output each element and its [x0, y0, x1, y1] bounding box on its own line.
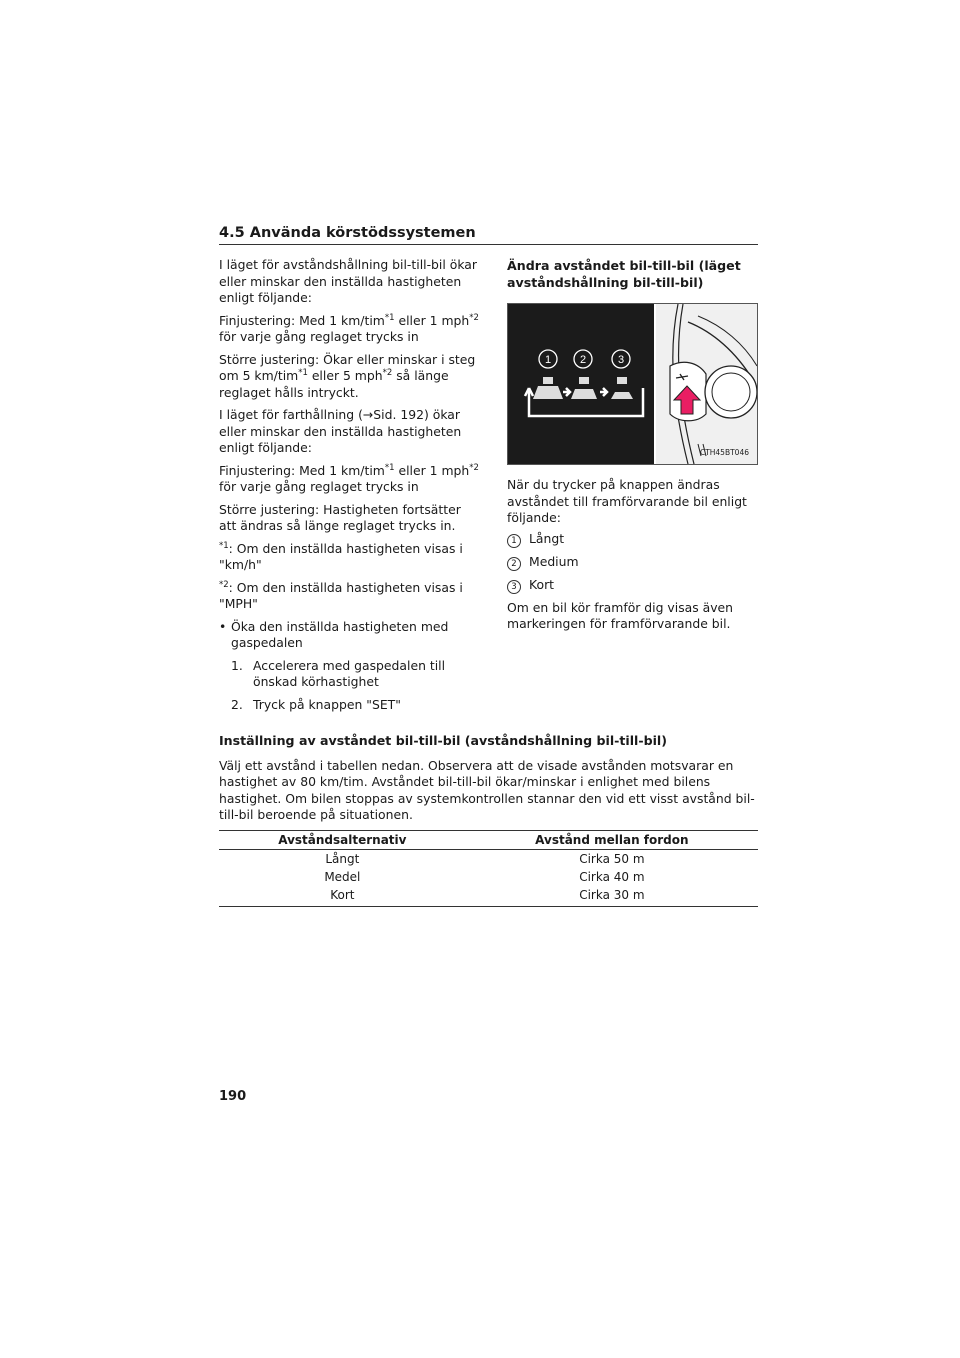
table-row	[219, 886, 758, 907]
table-header-distance: Avstånd mellan fordon	[466, 830, 758, 849]
large-adjust-cruise-mode: Större justering: Hastigheten fortsätter att ändras så länge reglaget trycks in.	[219, 501, 461, 533]
distance-setting-section	[219, 733, 758, 907]
fine-adjust-distance-mode: Finjustering: Med 1 km/tim$^{*1}$ eller 1 mph$^{*2}$ för varje gång reglaget trycks in	[219, 312, 479, 344]
list-item: 3 Kort	[507, 577, 758, 594]
figure-code: CTH45BT046	[699, 447, 749, 457]
paragraph-distance-mode: I läget för avståndshållning bil-till-bil ökar eller minskar den inställda hastigheten enligt följande:	[219, 257, 477, 305]
subsection-heading: Ändra avståndet bil-till-bil (läget avståndshållning bil-till-bil)	[507, 258, 741, 290]
front-vehicle-note: Om en bil kör framför dig visas även markeringen för framförvarande bil.	[507, 599, 734, 631]
bullet-item: • Öka den inställda hastigheten med gaspedalen	[219, 618, 449, 650]
section-title: 4.5 Använda körstödssystemen	[219, 225, 476, 241]
large-adjust-distance-mode: Större justering: Ökar eller minskar i steg om 5 km/tim$^{*1}$ eller 5 mph$^{*2}$ så länge reglaget hålls intryckt.	[219, 351, 476, 400]
figure-illustration	[508, 304, 757, 464]
title-rule	[219, 244, 758, 245]
table-row	[219, 868, 758, 886]
table-cell: Medel	[324, 869, 361, 884]
section-text: Välj ett avstånd i tabellen nedan. Observera att de visade avstånden motsvarar en hastighet av 80 km/tim. Avståndet bil-till-bil ökar/minskar i enlighet med bilens hastighet. Om bilen stoppas av systemkontrollen stannar den vid ett visst avstånd bil-till-bil beroende på situationen.	[219, 757, 755, 822]
fine-adjust-cruise-mode: Finjustering: Med 1 km/tim$^{*1}$ eller 1 mph$^{*2}$ för varje gång reglaget trycks in	[219, 462, 479, 494]
section-heading: Inställning av avståndet bil-till-bil (avståndshållning bil-till-bil)	[219, 733, 667, 748]
right-column	[507, 257, 758, 633]
figure-callout: 1	[544, 354, 552, 366]
table-cell: Cirka 50 m	[579, 851, 645, 866]
table-cell: Cirka 30 m	[466, 886, 758, 907]
list-item: 2 Medium	[507, 554, 758, 571]
figure-callout: 3	[617, 354, 625, 366]
step-item: 2. Tryck på knappen "SET"	[231, 696, 401, 712]
table-row	[219, 849, 758, 868]
list-item: 1 Långt	[507, 531, 758, 548]
figure-intro-text: När du trycker på knappen ändras avståndet till framförvarande bil enligt följande:	[507, 477, 747, 525]
table-header-option: Avståndsalternativ	[219, 830, 466, 849]
table-cell: Långt	[325, 851, 360, 866]
table-cell: Kort	[219, 886, 466, 907]
table-cell: Cirka 40 m	[579, 869, 645, 884]
figure-callout: 2	[579, 354, 587, 366]
distance-button-figure	[507, 303, 758, 465]
distance-table	[219, 830, 758, 907]
page-number: 190	[219, 1089, 247, 1104]
step-item: 1. Accelerera med gaspedalen till önskad körhastighet	[231, 657, 446, 689]
footnote-2: $^{*2}$: Om den inställda hastigheten visas i "MPH"	[219, 579, 463, 611]
left-column	[219, 257, 481, 719]
paragraph-cruise-mode: I läget för farthållning (→Sid. 192) ökar eller minskar den inställda hastigheten enligt följande:	[219, 407, 462, 455]
footnote-1: $^{*1}$: Om den inställda hastigheten visas i "km/h"	[219, 540, 463, 572]
